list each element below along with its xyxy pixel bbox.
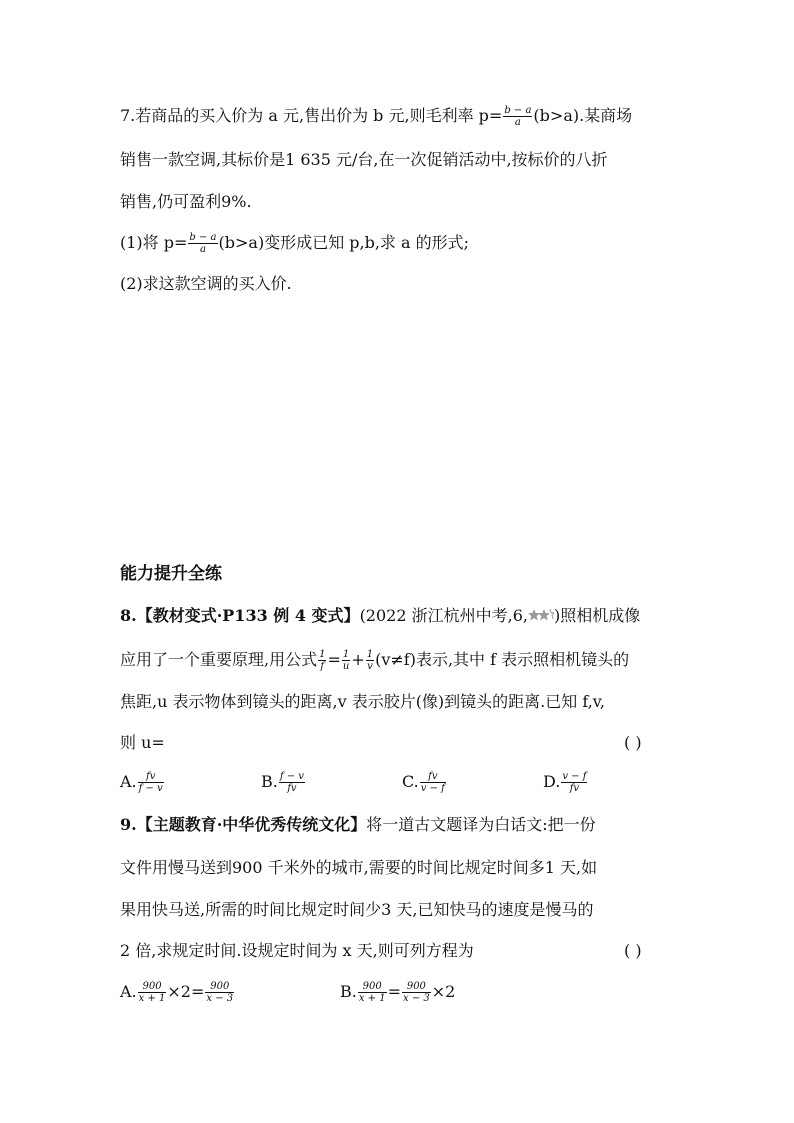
q8-option-d[interactable]: D. $\frac{v - f}{fv}$ <box>543 771 587 794</box>
q9-option-a[interactable]: A. $\frac{900}{x + 1}$ ×2= $\frac{900}{x - 3}$ <box>120 981 234 1004</box>
q8-line-2: 应用了一个重要原理,用公式 $\frac{1}{f}$ = $\frac{1}{u}$ + $\frac{1}{v}$ (v≠f)表示,其中 f 表示照相机镜头的 <box>120 649 630 672</box>
q9-line-1: 9.【主题教育·中华优秀传统文化】将一道古文题译为白话文:把一份 <box>120 815 596 834</box>
q9-line-4: 2 倍,求规定时间.设规定时间为 x 天,则可列方程为 <box>120 941 474 960</box>
q7-line-1: 7.若商品的买入价为 a 元,售出价为 b 元,则毛利率 p= $\frac{b - a}{a}$ (b>a).某商场 <box>120 105 633 128</box>
q9-answer-blank[interactable]: ( ) <box>624 941 642 960</box>
q8-tag: 【教材变式·P133 例 4 变式】 <box>136 606 360 625</box>
q8-answer-blank[interactable]: ( ) <box>624 733 642 752</box>
q8-line-1: 8.【教材变式·P133 例 4 变式】(2022 浙江杭州中考,6, )照相机成像 <box>120 604 640 628</box>
q7-fraction: $\frac{b - a}{a}$ <box>504 105 532 128</box>
q8-option-a[interactable]: A. $\frac{fv}{f - v}$ <box>120 771 163 794</box>
q9-tag: 【主题教育·中华优秀传统文化】 <box>136 815 367 834</box>
q7-subquestion-2: (2)求这款空调的买入价. <box>120 274 292 293</box>
q8-line-3: 焦距,u 表示物体到镜头的距离,v 表示胶片(像)到镜头的距离.已知 f,v, <box>120 692 606 711</box>
q7-line-2: 销售一款空调,其标价是1 635 元/台,在一次促销活动中,按标价的八折 <box>120 150 608 169</box>
q8-fraction-1-v: $\frac{1}{v}$ <box>366 649 374 672</box>
q9-line-2: 文件用慢马送到900 千米外的城市,需要的时间比规定时间多1 天,如 <box>120 858 598 877</box>
q8-fraction-1-f: $\frac{1}{f}$ <box>319 649 326 672</box>
q7-sub1-fraction: $\frac{b - a}{a}$ <box>189 232 217 255</box>
difficulty-stars-icon <box>528 605 554 629</box>
q7-line-3: 销售,仍可盈利9%. <box>120 192 252 211</box>
q7-subquestion-1: (1)将 p= $\frac{b - a}{a}$ (b>a)变形成已知 p,b,求 a 的形式; <box>120 232 470 255</box>
q8-fraction-1-u: $\frac{1}{u}$ <box>342 649 350 672</box>
q7-text: 7.若商品的买入价为 a 元,售出价为 b 元,则毛利率 p= <box>120 106 503 125</box>
q8-option-c[interactable]: C. $\frac{fv}{v - f}$ <box>402 771 445 794</box>
q9-option-b[interactable]: B. $\frac{900}{x + 1}$ = $\frac{900}{x - 3}$ ×2 <box>340 981 456 1004</box>
section-title: 能力提升全练 <box>120 564 222 584</box>
q8-line-4: 则 u= <box>120 733 165 752</box>
q8-option-b[interactable]: B. $\frac{f - v}{fv}$ <box>261 771 304 794</box>
q9-line-3: 果用快马送,所需的时间比规定时间少3 天,已知快马的速度是慢马的 <box>120 900 594 919</box>
